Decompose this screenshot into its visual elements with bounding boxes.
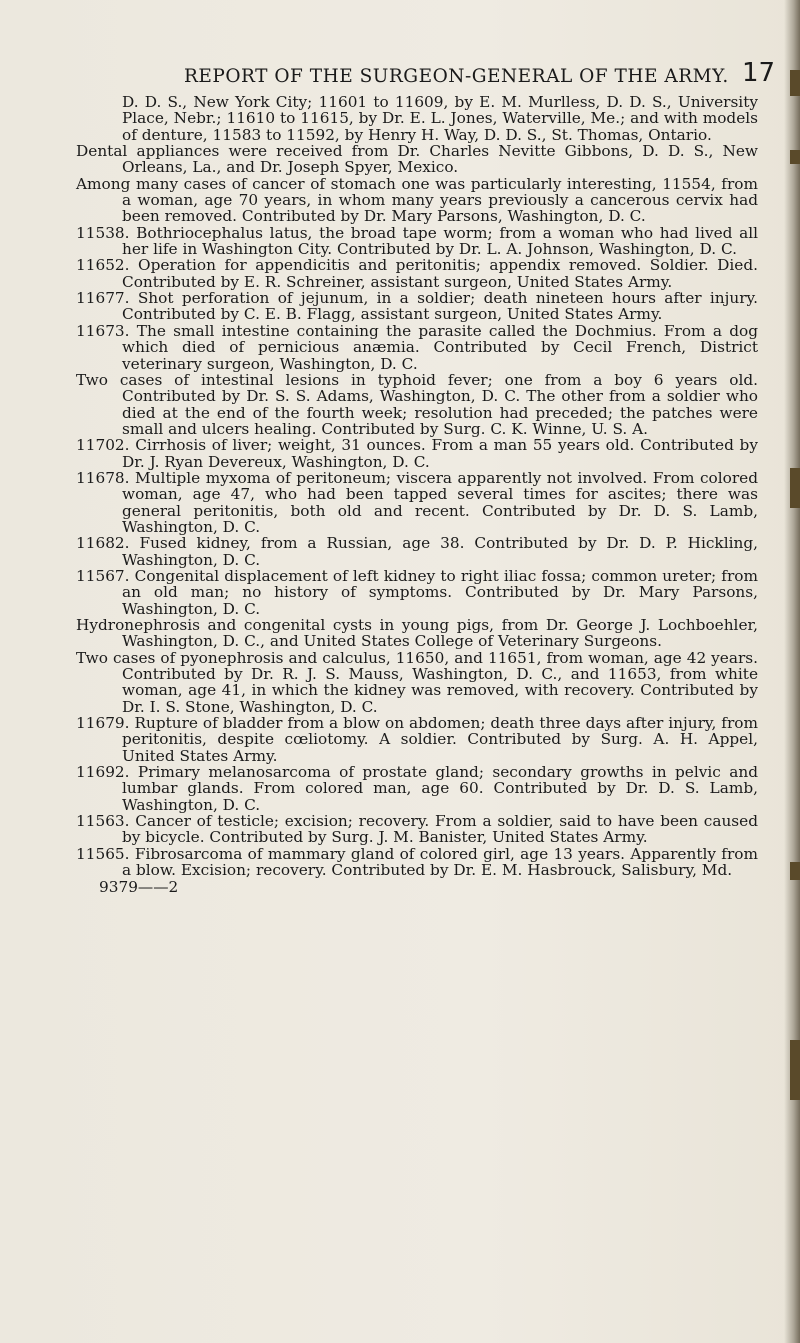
paragraph: Hydronephrosis and congenital cysts in young pigs, from Dr. George J. Lochboehler, Washington, D. C., and United States College of Veterinary Surgeons. <box>76 616 758 651</box>
paragraph: Two cases of intestinal lesions in typhoid fever; one from a boy 6 years old. Contributed by Dr. S. S. Adams, Washington, D. C. The other from a soldier who died at the end of the fourth week; resolution had preceded; the patches were small and ulcers healing. Contributed by Surg. C. K. Winne, U. S. A. <box>76 370 758 438</box>
specimen-entry: 11702. Cirrhosis of liver; weight, 31 ounces. From a man 55 years old. Contributed by Dr. J. Ryan Devereux, Washington, D. C. <box>76 436 758 471</box>
paragraph: Two cases of pyonephrosis and calculus, 11650, and 11651, from woman, age 42 years. Contributed by Dr. R. J. S. Mauss, Washington, D. C., and 11653, from white woman, age 41, in which the kidney was removed, with recovery. Contributed by Dr. I. S. Stone, Washington, D. C. <box>76 648 758 716</box>
specimen-entry: 11678. Multiple myxoma of peritoneum; viscera apparently not involved. From colored woman, age 47, who had been tapped several times for ascites; there was general peritonitis, both old and recent. Contributed by Dr. D. S. Lamb, Washington, D. C. <box>76 468 758 536</box>
specimen-entry: 11679. Rupture of bladder from a blow on abdomen; death three days after injury, from peritonitis, despite cœliotomy. A soldier. Contributed by Surg. A. H. Appel, United States Army. <box>76 714 758 765</box>
specimen-entry: 11682. Fused kidney, from a Russian, age 38. Contributed by Dr. D. P. Hickling, Washington, D. C. <box>76 534 758 569</box>
page-header <box>0 58 800 88</box>
page-edge-shadow <box>784 0 800 1343</box>
paragraph: D. D. S., New York City; 11601 to 11609, by E. M. Murlless, D. D. S., University Place, Nebr.; 11610 to 11615, by Dr. E. L. Jones, Waterville, Me.; and with models of denture, 11583 to 11592, by Henry H. Way, D. D. S., St. Thomas, Ontario. <box>122 93 758 144</box>
specimen-entry: 11538. Bothriocephalus latus, the broad tape worm; from a woman who had lived all her life in Washington City. Contributed by Dr. L. A. Johnson, Washington, D. C. <box>76 223 758 259</box>
body-text <box>76 94 758 895</box>
specimen-entry: 11652. Operation for appendicitis and peritonitis; appendix removed. Soldier. Died. Contributed by E. R. Schreiner, assistant surgeon, United States Army. <box>76 256 758 291</box>
running-head: REPORT OF THE SURGEON-GENERAL OF THE ARMY. <box>184 66 729 87</box>
binding-mark <box>790 150 800 164</box>
specimen-entry: 11692. Primary melanosarcoma of prostate gland; secondary growths in pelvic and lumbar glands. From colored man, age 60. Contributed by Dr. D. S. Lamb, Washington, D. C. <box>76 763 758 814</box>
page-number: 17 <box>742 58 776 88</box>
paragraph: Dental appliances were received from Dr. Charles Nevitte Gibbons, D. D. S., New Orleans, La., and Dr. Joseph Spyer, Mexico. <box>76 142 758 177</box>
printer-signature: 9379——2 <box>99 877 179 896</box>
binding-mark <box>790 468 800 508</box>
specimen-entry: 11677. Shot perforation of jejunum, in a soldier; death nineteen hours after injury. Contributed by C. E. B. Flagg, assistant surgeon, United States Army. <box>76 289 758 324</box>
specimen-entry: 11563. Cancer of testicle; excision; recovery. From a soldier, said to have been caused by bicycle. Contributed by Surg. J. M. Banister, United States Army. <box>76 812 758 847</box>
paragraph: Among many cases of cancer of stomach one was particularly interesting, 11554, from a woman, age 70 years, in whom many years previously a cancerous cervix had been removed. Contributed by Dr. Mary Parsons, Washington, D. C. <box>76 174 758 226</box>
binding-mark <box>790 862 800 880</box>
specimen-entry: 11565. Fibrosarcoma of mammary gland of colored girl, age 13 years. Apparently from a blow. Excision; recovery. Contributed by Dr. E. M. Hasbrouck, Salisbury, Md. <box>76 844 758 880</box>
specimen-entry: 11673. The small intestine containing the parasite called the Dochmius. From a dog which died of pernicious anæmia. Contributed by Cecil French, District veterinary surgeon, Washington, D. C. <box>76 321 758 373</box>
specimen-entry: 11567. Congenital displacement of left kidney to right iliac fossa; common ureter; from an old man; no history of symptoms. Contributed by Dr. Mary Parsons, Washington, D. C. <box>76 566 758 618</box>
binding-mark <box>790 1040 800 1100</box>
